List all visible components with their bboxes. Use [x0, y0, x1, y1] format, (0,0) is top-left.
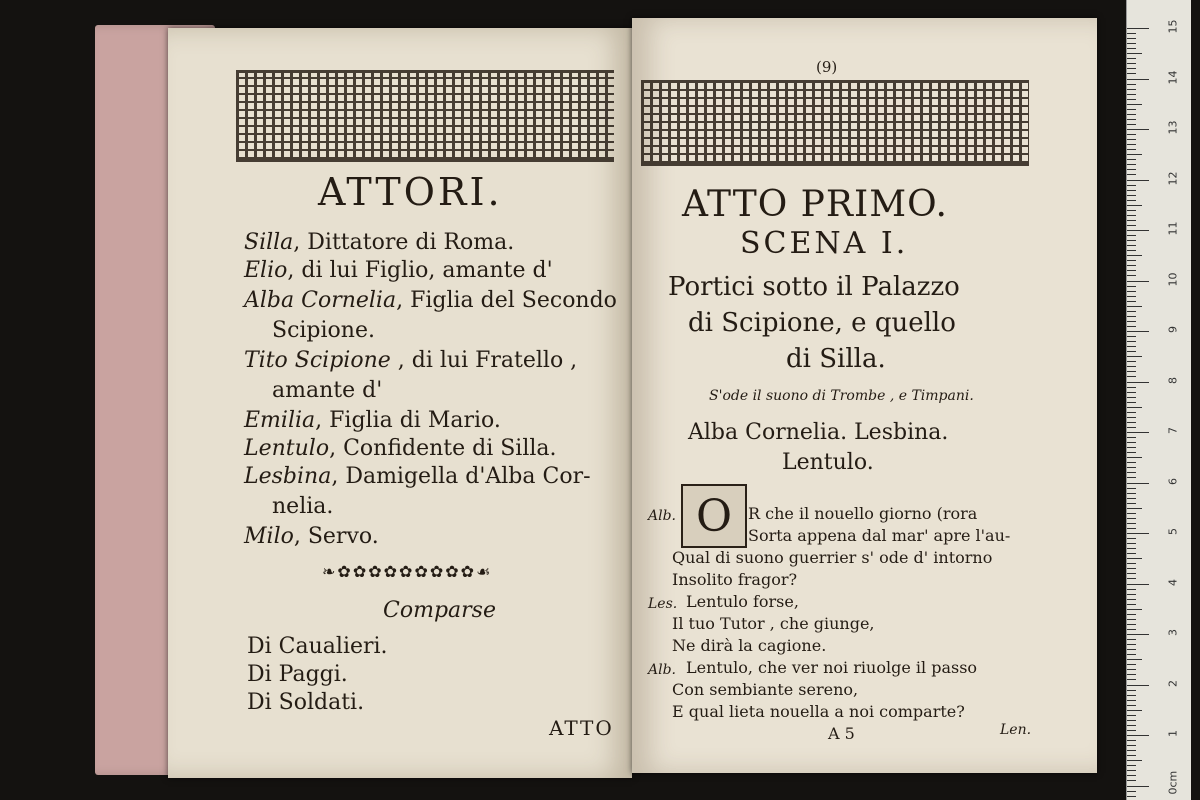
ruler-tick: [1127, 321, 1136, 322]
ruler-tick: [1127, 695, 1136, 696]
ruler-number: 15: [1166, 19, 1180, 34]
comparse-item: Di Soldati.: [247, 690, 365, 715]
ruler-tick: [1127, 563, 1136, 564]
ruler-tick: [1127, 169, 1136, 170]
ruler-tick: [1127, 210, 1136, 211]
ruler-tick: [1127, 286, 1136, 287]
ruler-tick: [1127, 149, 1136, 150]
speaker-label: Les.: [648, 596, 678, 612]
ruler-tick: [1127, 750, 1136, 751]
ruler-tick: [1127, 291, 1136, 292]
ruler-tick: [1127, 174, 1136, 175]
right-catchword: Len.: [1000, 722, 1032, 738]
ruler-tick: [1127, 679, 1136, 680]
cast-line: Silla, Dittatore di Roma.: [244, 230, 515, 255]
verse-line: R che il nouello giorno (rora: [748, 504, 978, 523]
ruler-tick: [1127, 245, 1136, 246]
ruler-tick: [1127, 159, 1136, 160]
ruler-tick: [1127, 796, 1136, 797]
ruler-tick: [1127, 281, 1149, 282]
ruler-tick: [1127, 275, 1136, 276]
ruler-tick: [1127, 584, 1149, 585]
ruler-tick: [1127, 200, 1136, 201]
ruler-tick: [1127, 442, 1136, 443]
page-number: (9): [816, 58, 838, 76]
ruler-number: 10: [1166, 272, 1180, 286]
ruler-tick: [1127, 735, 1149, 736]
ruler-tick: [1127, 412, 1136, 413]
ruler-tick: [1127, 634, 1149, 635]
measuring-ruler: [1126, 0, 1191, 800]
left-catchword: ATTO: [549, 716, 614, 740]
ruler-tick: [1127, 63, 1136, 64]
ruler-tick: [1127, 195, 1136, 196]
ruler-tick: [1127, 68, 1136, 69]
ruler-tick: [1127, 94, 1136, 95]
ruler-tick: [1127, 230, 1149, 231]
ruler-tick: [1127, 745, 1136, 746]
ruler-tick: [1127, 649, 1136, 650]
ruler-number: 3: [1166, 629, 1180, 636]
ruler-tick: [1127, 488, 1136, 489]
ruler-tick: [1127, 498, 1136, 499]
dropcap: [681, 484, 747, 548]
verse-line: Il tuo Tutor , che giunge,: [672, 614, 875, 633]
ruler-tick: [1127, 659, 1142, 660]
ruler-tick: [1127, 528, 1136, 529]
ruler-tick: [1127, 397, 1136, 398]
dropcap-letter: O: [695, 490, 733, 542]
ruler-tick: [1127, 190, 1136, 191]
comparse-item: Di Caualieri.: [247, 634, 388, 659]
ruler-tick: [1127, 296, 1136, 297]
setting-line: Portici sotto il Palazzo: [668, 272, 960, 302]
ruler-tick: [1127, 573, 1136, 574]
cast-line: Alba Cornelia, Figlia del Secondo: [244, 288, 617, 313]
ruler-tick: [1127, 775, 1136, 776]
ruler-tick: [1127, 791, 1136, 792]
ruler-tick: [1127, 669, 1136, 670]
ruler-tick: [1127, 38, 1136, 39]
ruler-tick: [1127, 265, 1136, 266]
ruler-tick: [1127, 690, 1136, 691]
ruler-tick: [1127, 48, 1136, 49]
cast-line: Tito Scipione , di lui Fratello ,: [244, 348, 578, 373]
characters-line: Alba Cornelia. Lesbina.: [688, 420, 949, 445]
ruler-tick: [1127, 164, 1136, 165]
ruler-tick: [1127, 336, 1136, 337]
ruler-tick: [1127, 765, 1136, 766]
ruler-tick: [1127, 417, 1136, 418]
ruler-tick: [1127, 387, 1136, 388]
ruler-tick: [1127, 351, 1136, 352]
ruler-tick: [1127, 710, 1142, 711]
ruler-tick: [1127, 306, 1142, 307]
ruler-tick: [1127, 33, 1136, 34]
ruler-number: 9: [1166, 326, 1180, 333]
ruler-tick: [1127, 28, 1149, 29]
ruler-number: 8: [1166, 376, 1180, 384]
speaker-label: Alb.: [648, 662, 676, 678]
ruler-tick: [1127, 58, 1136, 59]
ruler-tick: [1127, 346, 1136, 347]
ruler-tick: [1127, 185, 1136, 186]
scene-title: SCENA I.: [740, 226, 909, 261]
ruler-tick: [1127, 376, 1136, 377]
cast-heading: ATTORI.: [318, 170, 503, 214]
ruler-tick: [1127, 109, 1136, 110]
ruler-tick: [1127, 543, 1136, 544]
ruler-number: 12: [1166, 171, 1180, 185]
ruler-tick: [1127, 589, 1136, 590]
ruler-tick: [1127, 538, 1136, 539]
ruler-tick: [1127, 402, 1136, 403]
ruler-number: 4: [1166, 578, 1180, 586]
stage-direction: S'ode il suono di Trombe , e Timpani.: [709, 388, 974, 404]
ruler-tick: [1127, 594, 1136, 595]
cast-line: Lesbina, Damigella d'Alba Cor-: [244, 464, 591, 489]
ruler-tick: [1127, 674, 1136, 675]
ruler-tick: [1127, 422, 1136, 423]
ruler-tick: [1127, 326, 1136, 327]
ruler-number: 2: [1166, 679, 1180, 687]
comparse-item: Di Paggi.: [247, 662, 348, 687]
cast-line: Milo, Servo.: [244, 524, 379, 549]
ruler-tick: [1127, 619, 1136, 620]
cast-line: Emilia, Figlia di Mario.: [244, 408, 501, 433]
ruler-tick: [1127, 341, 1136, 342]
flower-divider: ❧✿✿✿✿✿✿✿✿✿☙: [322, 562, 493, 581]
ruler-tick: [1127, 553, 1136, 554]
ruler-tick: [1127, 477, 1136, 478]
ruler-tick: [1127, 720, 1136, 721]
ruler-tick: [1127, 432, 1149, 433]
ruler-tick: [1127, 578, 1136, 579]
ruler-tick: [1127, 407, 1142, 408]
comparse-heading: Comparse: [383, 598, 496, 623]
ruler-tick: [1127, 215, 1136, 216]
ruler-tick: [1127, 392, 1136, 393]
verse-line: Sorta appena dal mar' apre l'au-: [748, 526, 1011, 545]
ruler-tick: [1127, 599, 1136, 600]
ruler-tick: [1127, 558, 1142, 559]
right-header-ornament: [641, 80, 1029, 166]
ruler-number: 0cm: [1166, 770, 1180, 794]
ruler-number: 1: [1166, 730, 1180, 737]
verse-line: Ne dirà la cagione.: [672, 636, 827, 655]
ruler-tick: [1127, 119, 1136, 120]
ruler-tick: [1127, 609, 1142, 610]
ruler-tick: [1127, 205, 1142, 206]
ruler-tick: [1127, 250, 1136, 251]
ruler-tick: [1127, 255, 1142, 256]
speaker-label: Alb.: [648, 508, 676, 524]
ruler-tick: [1127, 53, 1142, 54]
ruler-tick: [1127, 508, 1142, 509]
verse-line: Insolito fragor?: [672, 570, 798, 589]
ruler-tick: [1127, 760, 1142, 761]
ruler-tick: [1127, 331, 1149, 332]
cast-line: Lentulo, Confidente di Silla.: [244, 436, 557, 461]
ruler-tick: [1127, 104, 1142, 105]
ruler-tick: [1127, 366, 1136, 367]
ruler-tick: [1127, 700, 1136, 701]
ruler-tick: [1127, 730, 1136, 731]
ruler-tick: [1127, 427, 1136, 428]
ruler-number: 11: [1166, 221, 1180, 236]
ruler-tick: [1127, 604, 1136, 605]
ruler-tick: [1127, 129, 1149, 130]
ruler-tick: [1127, 654, 1136, 655]
ruler-tick: [1127, 518, 1136, 519]
ruler-tick: [1127, 523, 1136, 524]
ruler-tick: [1127, 73, 1136, 74]
verse-line: Lentulo, che ver noi riuolge il passo: [686, 658, 978, 677]
ruler-tick: [1127, 124, 1136, 125]
left-header-ornament: [236, 70, 614, 162]
ruler-tick: [1127, 664, 1136, 665]
ruler-tick: [1127, 447, 1136, 448]
ruler-tick: [1127, 225, 1136, 226]
ruler-tick: [1127, 457, 1142, 458]
verse-line: E qual lieta nouella a noi comparte?: [672, 702, 965, 721]
ruler-tick: [1127, 624, 1136, 625]
ruler-tick: [1127, 780, 1136, 781]
ruler-tick: [1127, 154, 1142, 155]
ruler-number: 14: [1166, 70, 1180, 84]
cast-line: Elio, di lui Figlio, amante d': [244, 258, 553, 283]
setting-line: di Scipione, e quello: [688, 308, 956, 338]
ruler-number: 13: [1166, 120, 1180, 135]
ruler-tick: [1127, 568, 1136, 569]
ruler-tick: [1127, 452, 1136, 453]
cast-line: amante d': [272, 378, 383, 403]
ruler-tick: [1127, 260, 1136, 261]
ruler-tick: [1127, 371, 1136, 372]
ruler-tick: [1127, 311, 1136, 312]
ruler-tick: [1127, 786, 1149, 787]
ruler-tick: [1127, 220, 1136, 221]
ruler-tick: [1127, 462, 1136, 463]
ruler-tick: [1127, 685, 1149, 686]
ruler-tick: [1127, 180, 1149, 181]
ruler-tick: [1127, 513, 1136, 514]
ruler-tick: [1127, 493, 1136, 494]
signature-mark: A 5: [828, 724, 855, 743]
ruler-tick: [1127, 235, 1136, 236]
ruler-tick: [1127, 134, 1136, 135]
ruler-tick: [1127, 361, 1136, 362]
ruler-tick: [1127, 99, 1136, 100]
ruler-number: 7: [1166, 427, 1180, 434]
verse-line: Lentulo forse,: [686, 592, 799, 611]
ruler-number: 5: [1166, 528, 1180, 535]
ruler-tick: [1127, 503, 1136, 504]
ruler-tick: [1127, 79, 1149, 80]
ruler-tick: [1127, 270, 1136, 271]
act-title: ATTO PRIMO.: [682, 184, 948, 225]
ruler-tick: [1127, 533, 1149, 534]
ruler-tick: [1127, 356, 1142, 357]
ruler-tick: [1127, 316, 1136, 317]
verse-line: Con sembiante sereno,: [672, 680, 859, 699]
ruler-tick: [1127, 548, 1136, 549]
setting-line: di Silla.: [786, 344, 886, 374]
cast-line: Scipione.: [272, 318, 375, 343]
ruler-tick: [1127, 639, 1136, 640]
ruler-tick: [1127, 301, 1136, 302]
ruler-tick: [1127, 114, 1136, 115]
ruler-tick: [1127, 43, 1136, 44]
ruler-number: 6: [1166, 477, 1180, 485]
ruler-tick: [1127, 614, 1136, 615]
ruler-tick: [1127, 240, 1136, 241]
ruler-tick: [1127, 770, 1136, 771]
ruler-tick: [1127, 705, 1136, 706]
cast-line: nelia.: [272, 494, 334, 519]
ruler-tick: [1127, 715, 1136, 716]
ruler-tick: [1127, 740, 1136, 741]
ruler-tick: [1127, 629, 1136, 630]
ruler-tick: [1127, 139, 1136, 140]
ruler-tick: [1127, 644, 1136, 645]
verse-line: Qual di suono guerrier s' ode d' intorno: [672, 548, 993, 567]
ruler-tick: [1127, 467, 1136, 468]
characters-line: Lentulo.: [782, 450, 874, 475]
ruler-tick: [1127, 144, 1136, 145]
ruler-tick: [1127, 755, 1136, 756]
ruler-tick: [1127, 89, 1136, 90]
ruler-tick: [1127, 437, 1136, 438]
ruler-tick: [1127, 382, 1149, 383]
ruler-tick: [1127, 472, 1136, 473]
ruler-tick: [1127, 483, 1149, 484]
ruler-tick: [1127, 725, 1136, 726]
ruler-tick: [1127, 84, 1136, 85]
